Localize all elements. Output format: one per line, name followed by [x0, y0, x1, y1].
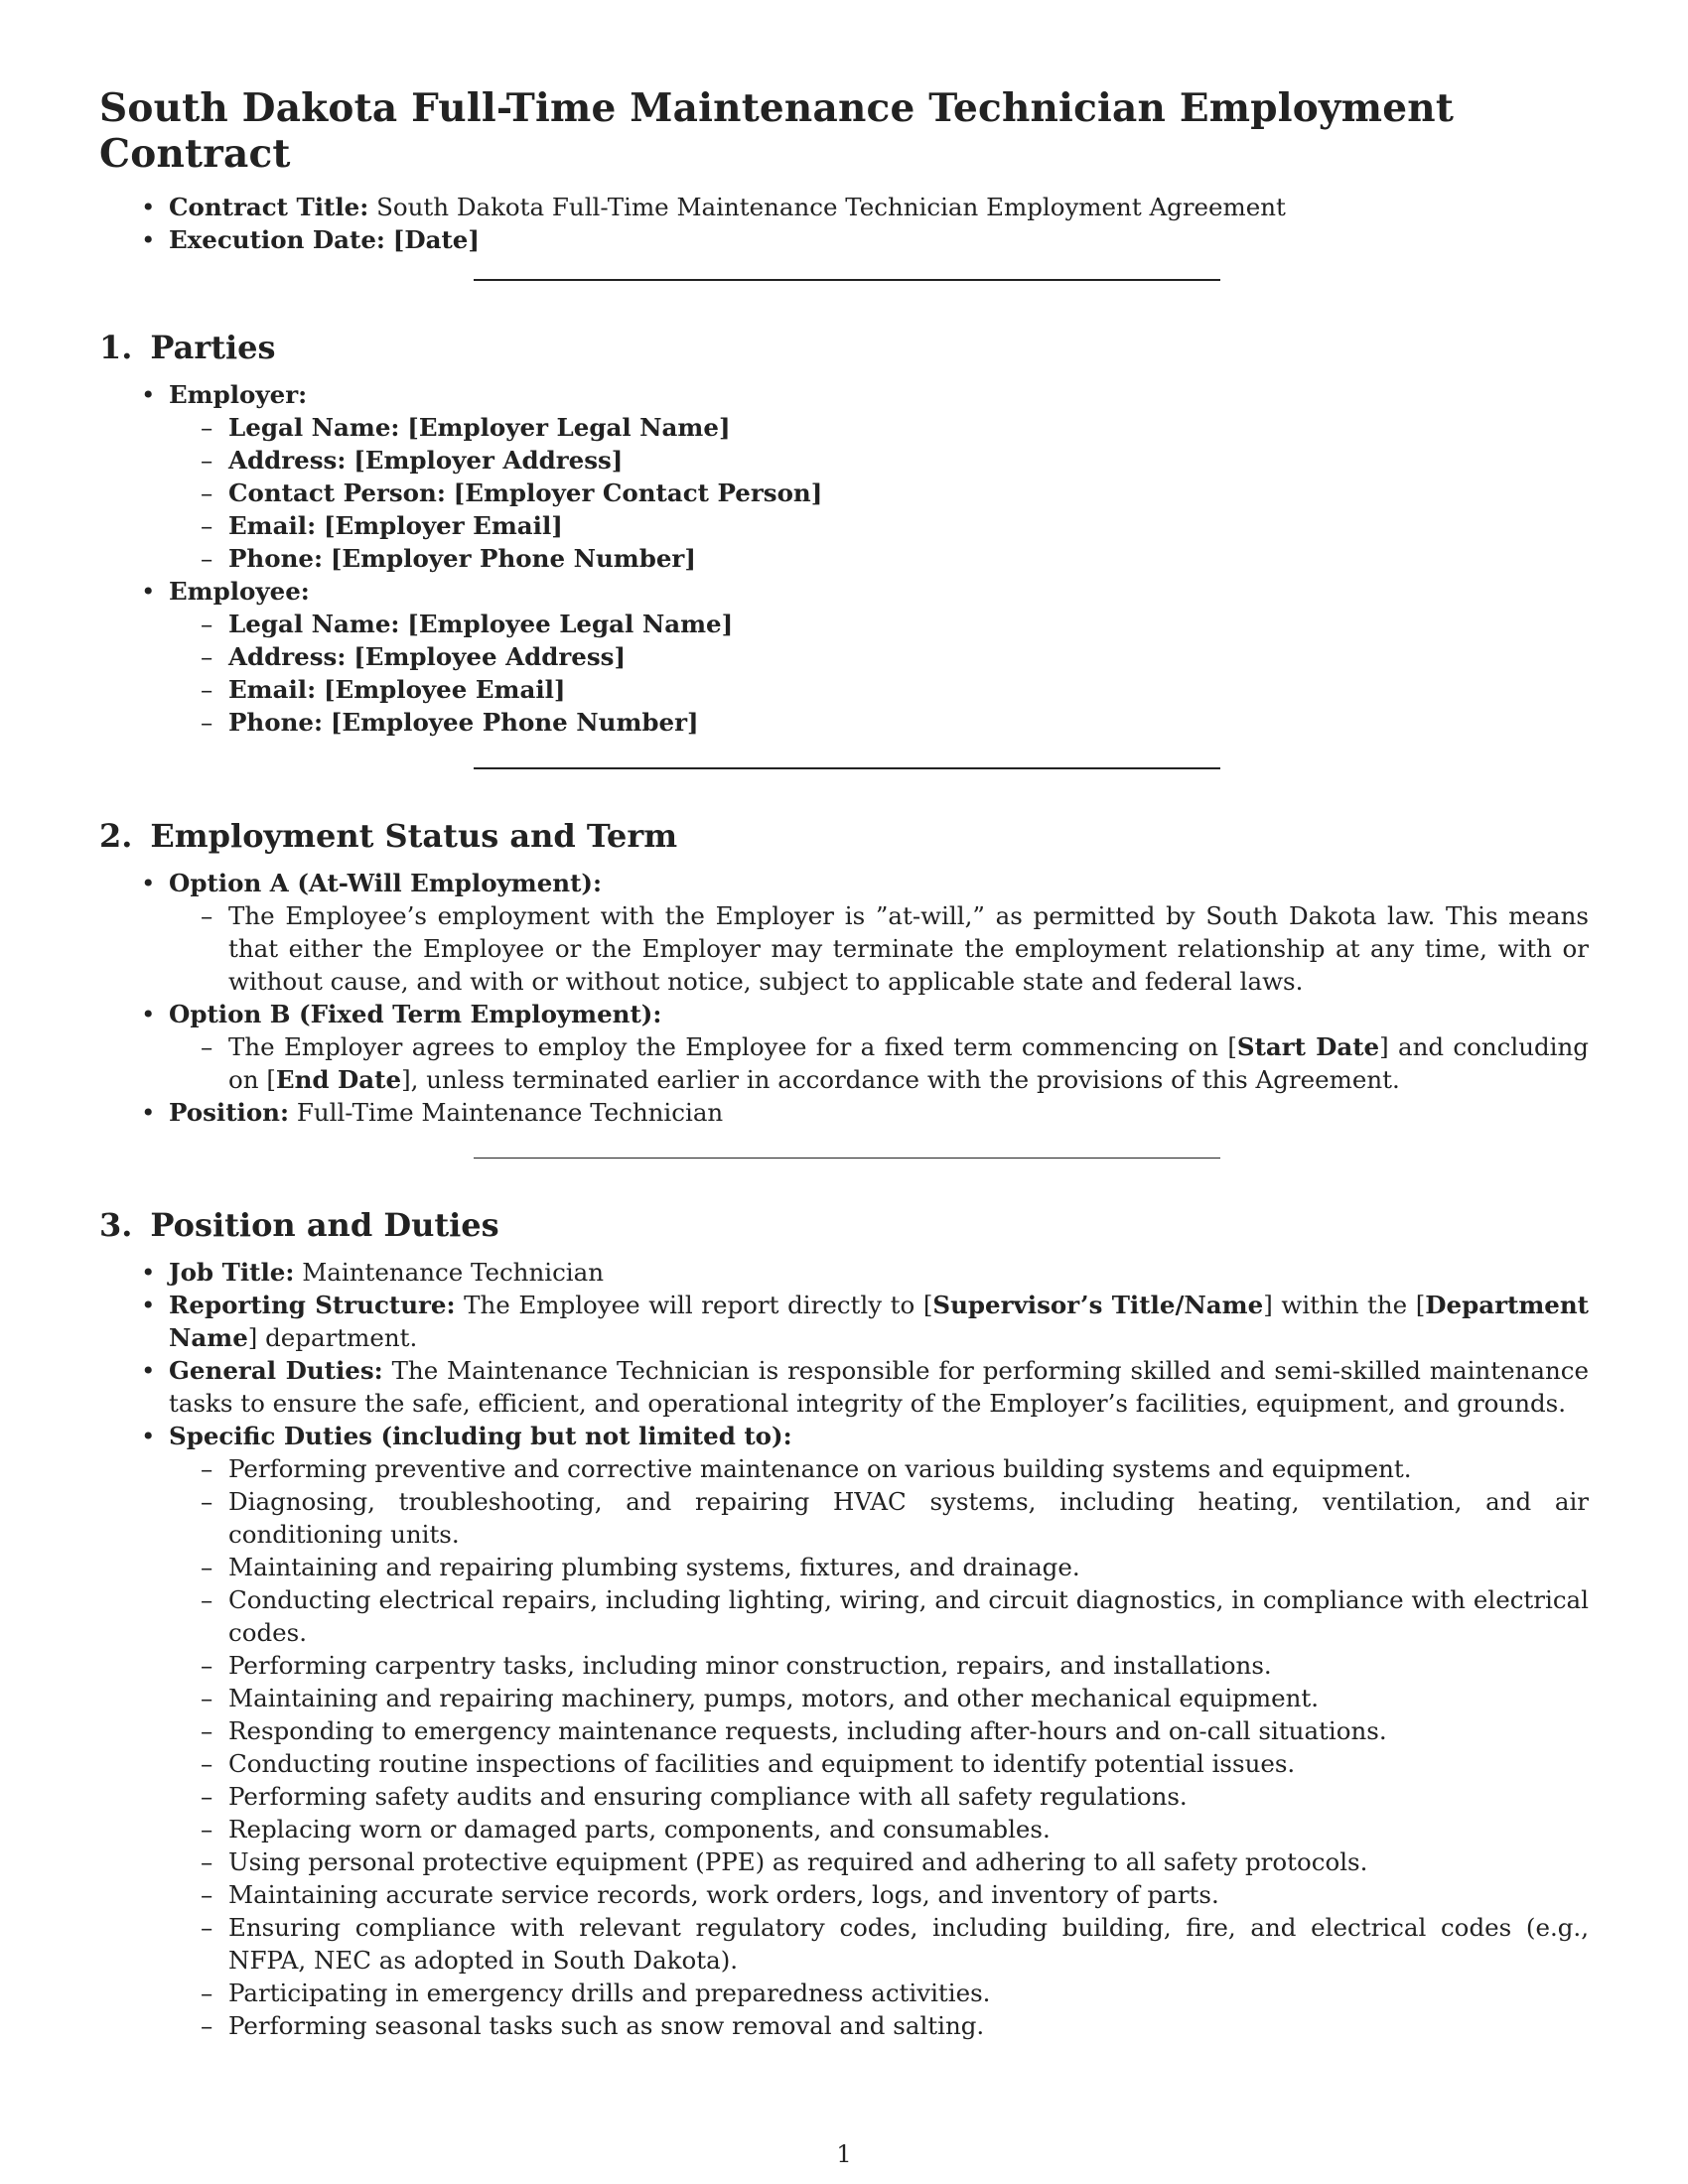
list-item: – Conducting electrical repairs, including lighting, wiring, and circuit diagnostics, in compliance with electrical codes. — [169, 1583, 1589, 1649]
reporting-structure-item: • Reporting Structure: The Employee will report directly to [Supervisor’s Title/Name] within the [Department Name] department. — [99, 1289, 1589, 1354]
list-item: – Responding to emergency maintenance requests, including after-hours and on-call situations. — [169, 1714, 1589, 1747]
specific-duties-item: • Specific Duties (including but not limited to): – Performing preventive and corrective maintenance on various building systems and equipment. – Diagnosing, troubleshooting, and repairing HVAC systems, including heating, ventilation, and air conditioning units. – Maintaining and repairing plumbing systems, fixtures, and drainage. – Conducting electrical repairs, including lighting, wiring, and circuit diagnostics, in compliance with electrical codes. – Performing carpentry tasks, including minor construction, repairs, and installations. – Maintaining and repairing machinery, pumps, motors, and other mechanical equipment. – Responding to emergency maintenance requests, including after-hours and on-call situations. – Conducting routine inspections of facilities and equipment to identify potential issues. – Performing safety audits and ensuring compliance with all safety regulations. – Replacing worn or damaged parts, components, and consumables. – Using personal protective equipment (PPE) as required and adhering to all safety protocols. – Maintaining accurate service records, work orders, logs, and inventory of parts. – Ensuring compliance with relevant regulatory codes, including building, fire, and electrical codes (e.g., NFPA, NEC as adopted in South Dakota). – Participating in emergency drills and preparedness activities. – Performing seasonal tasks such as snow removal and salting. — [99, 1420, 1589, 2042]
specific-duties-list — [99, 1452, 1589, 2042]
employee-details — [99, 608, 1589, 739]
employment-status-list — [99, 867, 1589, 1129]
list-item: – Diagnosing, troubleshooting, and repairing HVAC systems, including heating, ventilation, and air conditioning units. — [169, 1485, 1589, 1551]
job-title-item: • Job Title: Maintenance Technician — [99, 1256, 1589, 1289]
option-b-text: – The Employer agrees to employ the Employee for a fixed term commencing on [Start Date] and concluding on [End Date], unless terminated earlier in accordance with the provisions of this Agreement. — [169, 1030, 1589, 1096]
list-item: – Email: [Employer Email] — [169, 509, 1589, 542]
page-number: 1 — [836, 2140, 852, 2168]
list-item: – Address: [Employer Address] — [169, 444, 1589, 477]
list-item: – Maintaining and repairing plumbing systems, fixtures, and drainage. — [169, 1551, 1589, 1583]
list-item: – Email: [Employee Email] — [169, 673, 1589, 706]
position-item: • Position: Full-Time Maintenance Technician — [99, 1096, 1589, 1129]
parties-list — [99, 378, 1589, 739]
divider — [474, 279, 1220, 281]
list-item: – Performing preventive and corrective maintenance on various building systems and equipment. — [169, 1452, 1589, 1485]
employer-item: • Employer: – Legal Name: [Employer Legal Name] – Address: [Employer Address] – Contact Person: [Employer Contact Person] – Email: [Employer Email] – Phone: [Employer Phone Number] — [99, 378, 1589, 575]
employee-item: • Employee: – Legal Name: [Employee Legal Name] – Address: [Employee Address] – Email: [Employee Email] – Phone: [Employee Phone Number] — [99, 575, 1589, 739]
meta-list — [99, 191, 1589, 256]
list-item: – Phone: [Employee Phone Number] — [169, 706, 1589, 739]
list-item: – Using personal protective equipment (PPE) as required and adhering to all safety protocols. — [169, 1845, 1589, 1878]
option-b-item: • Option B (Fixed Term Employment): – The Employer agrees to employ the Employee for a fixed term commencing on [Start Date] and concluding on [End Date], unless terminated earlier in accordance with the provisions of this Agreement. — [99, 998, 1589, 1096]
position-duties-list — [99, 1256, 1589, 2042]
list-item: – Legal Name: [Employer Legal Name] — [169, 411, 1589, 444]
divider — [474, 767, 1220, 769]
list-item: – Replacing worn or damaged parts, components, and consumables. — [169, 1813, 1589, 1845]
list-item: – Performing carpentry tasks, including minor construction, repairs, and installations. — [169, 1649, 1589, 1682]
list-item: – Phone: [Employer Phone Number] — [169, 542, 1589, 575]
document-page — [99, 85, 1589, 2042]
list-item: – Participating in emergency drills and preparedness activities. — [169, 1977, 1589, 2009]
list-item: – Performing safety audits and ensuring compliance with all safety regulations. — [169, 1780, 1589, 1813]
section-heading-employment-status: 2. Employment Status and Term — [99, 817, 678, 855]
list-item: – Ensuring compliance with relevant regulatory codes, including building, fire, and electrical codes (e.g., NFPA, NEC as adopted in South Dakota). — [169, 1911, 1589, 1977]
list-item: – Legal Name: [Employee Legal Name] — [169, 608, 1589, 640]
employer-details — [99, 411, 1589, 575]
meta-execution-date: • Execution Date: [Date] — [99, 223, 1589, 256]
general-duties-item: • General Duties: The Maintenance Technician is responsible for performing skilled and semi-skilled maintenance tasks to ensure the safe, efficient, and operational integrity of the Employer’s facilities, equipment, and grounds. — [99, 1354, 1589, 1420]
document-title: South Dakota Full-Time Maintenance Technician Employment Contract — [99, 85, 1455, 177]
meta-contract-title: • Contract Title: South Dakota Full-Time Maintenance Technician Employment Agreement — [99, 191, 1589, 223]
section-heading-parties: 1. Parties — [99, 329, 276, 366]
list-item: – Performing seasonal tasks such as snow removal and salting. — [169, 2009, 1589, 2042]
list-item: – Conducting routine inspections of facilities and equipment to identify potential issues. — [169, 1747, 1589, 1780]
option-a-item: • Option A (At-Will Employment): – The Employee’s employment with the Employer is ”at-will,” as permitted by South Dakota law. This means that either the Employee or the Employer may terminate the employment relationship at any time, with or without cause, and with or without notice, subject to applicable state and federal laws. — [99, 867, 1589, 998]
section-heading-position-duties: 3. Position and Duties — [99, 1206, 499, 1244]
list-item: – Maintaining and repairing machinery, pumps, motors, and other mechanical equipment. — [169, 1682, 1589, 1714]
list-item: – Contact Person: [Employer Contact Person] — [169, 477, 1589, 509]
list-item: – Maintaining accurate service records, work orders, logs, and inventory of parts. — [169, 1878, 1589, 1911]
divider — [474, 1158, 1220, 1159]
option-a-text: – The Employee’s employment with the Employer is ”at-will,” as permitted by South Dakota law. This means that either the Employee or the Employer may terminate the employment relationship at any time, with or without cause, and with or without notice, subject to applicable state and federal laws. — [169, 899, 1589, 998]
list-item: – Address: [Employee Address] — [169, 640, 1589, 673]
